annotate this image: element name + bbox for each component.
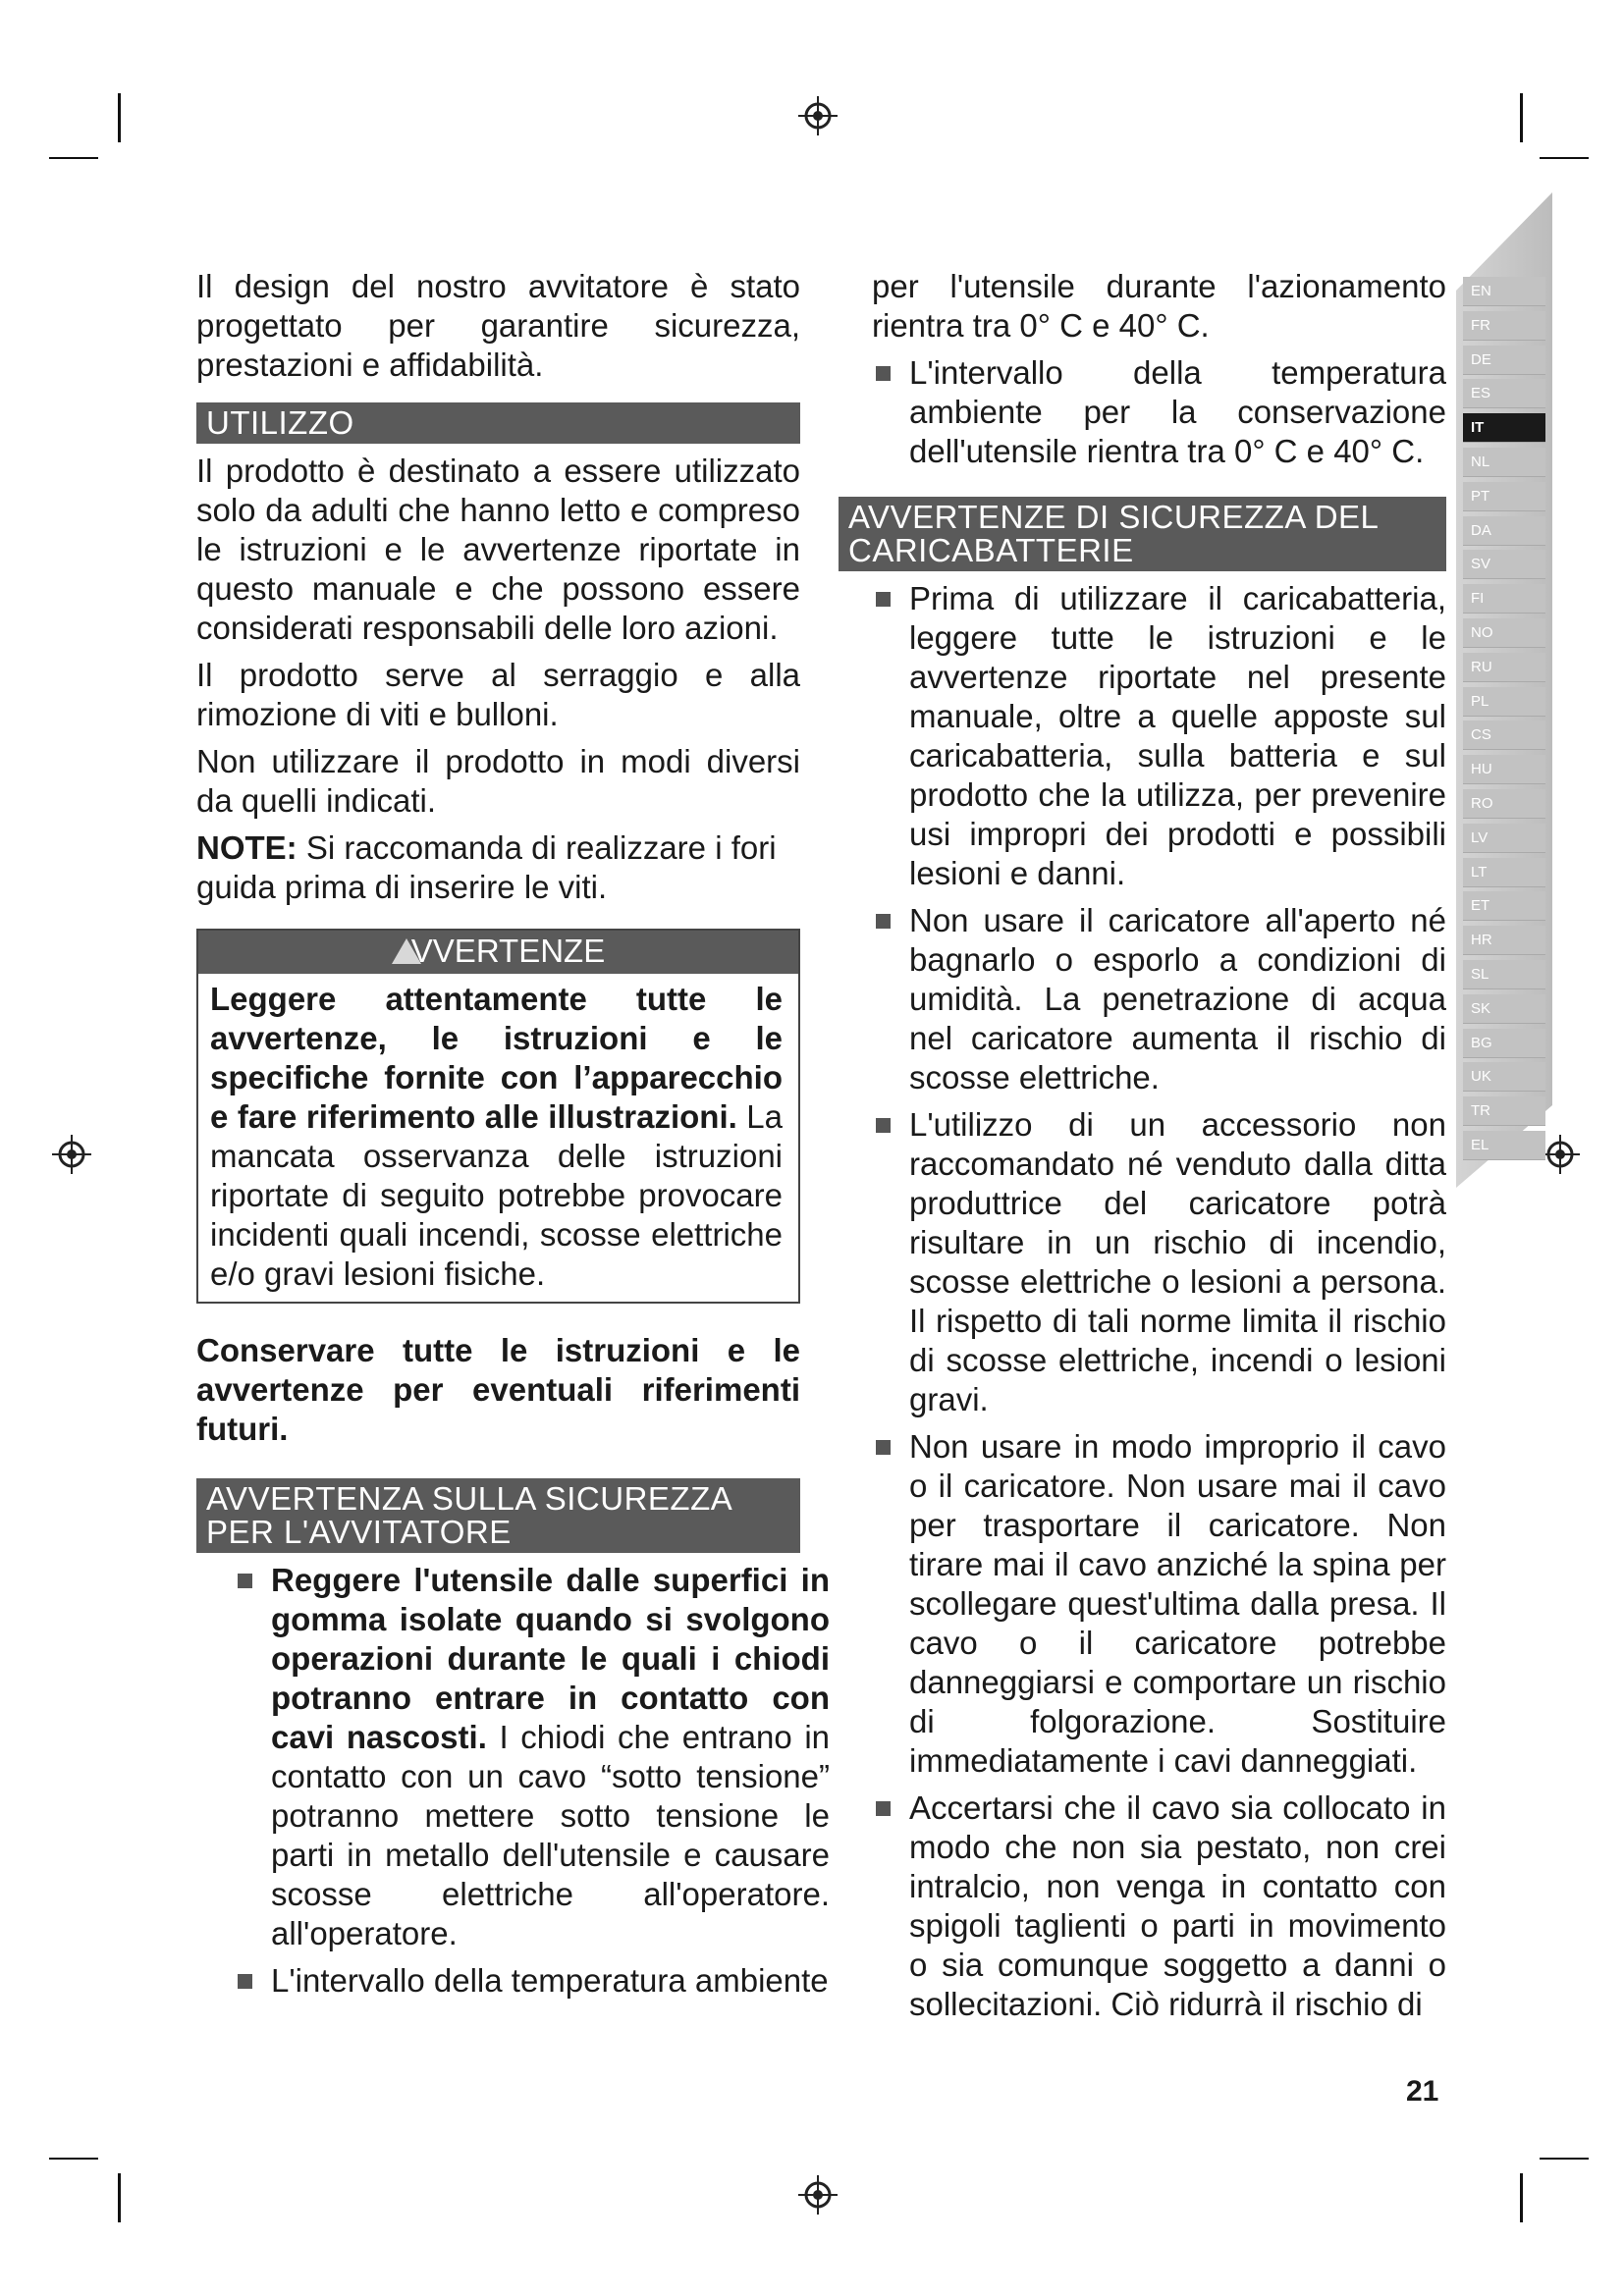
- crop-mark: [49, 2158, 98, 2160]
- language-tab-lt[interactable]: LT: [1463, 858, 1545, 887]
- crop-mark: [1520, 93, 1523, 142]
- language-tab-cs[interactable]: CS: [1463, 721, 1545, 750]
- language-tab-it[interactable]: IT: [1463, 413, 1545, 443]
- language-tab-ru[interactable]: RU: [1463, 653, 1545, 682]
- paragraph: per l'utensile durante l'azionamento rientra tra 0° C e 40° C.: [872, 268, 1446, 344]
- warning-box-title: [198, 931, 798, 974]
- bullet-text: Prima di utilizzare il caricabatteria, leggere tutte le istruzioni e le avvertenze riportate nel presente manuale, oltre a quelle apposte sul caricabatteria, sulla batteria e sul prodotto che la utilizza, per prevenire usi impropri dei prodotti e possibili lesioni e danni.: [909, 580, 1446, 891]
- bullet-item: [872, 1789, 1446, 2024]
- language-tab-es[interactable]: ES: [1463, 379, 1545, 408]
- language-tab-ro[interactable]: RO: [1463, 789, 1545, 819]
- keep-instructions: Conservare tutte le istruzioni e le avvertenze per eventuali riferimenti futuri.: [196, 1332, 800, 1447]
- bullet-text: L'utilizzo di un accessorio non raccomandato né venduto dalla ditta produttrice del caricatore potrà risultare in un rischio di incendio, scosse elettriche o lesioni a persona. Il rispetto di tali norme limita il rischio di scosse elettriche, incendi o lesioni gravi.: [909, 1106, 1446, 1417]
- paragraph: Il prodotto serve al serraggio e alla rimozione di viti e bulloni.: [196, 657, 800, 732]
- section-heading-text: PER L'AVVITATORE: [206, 1514, 512, 1550]
- bullet-text: L'intervallo della temperatura ambiente per la conservazione dell'utensile rientra tra 0° C e 40° C.: [909, 354, 1446, 469]
- bullet-item: [872, 1105, 1446, 1419]
- bullet-item: [234, 1961, 830, 2001]
- language-tab-de[interactable]: DE: [1463, 346, 1545, 375]
- crop-mark: [49, 157, 98, 159]
- warning-box-body: [198, 974, 798, 1302]
- language-tab-et[interactable]: ET: [1463, 891, 1545, 921]
- language-tab-lv[interactable]: LV: [1463, 824, 1545, 853]
- bullet-text: Accertarsi che il cavo sia collocato in modo che non sia pestato, non crei intralcio, non venga in contatto con spigoli taglienti o parti in movimento o sia comunque soggetto a danni o sollecitazioni. Ciò ridurrà il rischio di: [909, 1789, 1446, 2022]
- bullet-square-icon: [876, 1118, 891, 1133]
- crop-mark: [118, 2173, 121, 2222]
- warning-text: La mancata osservanza delle istruzioni riportate di seguito potrebbe provocare incidenti quali incendi, scosse elettriche e/o gravi lesioni fisiche.: [210, 1098, 783, 1292]
- language-tab-en[interactable]: EN: [1463, 277, 1545, 306]
- language-tab-hr[interactable]: HR: [1463, 926, 1545, 955]
- section-heading-screwdriver-safety: [196, 1478, 800, 1553]
- bullet-text: L'intervallo della temperatura ambiente: [271, 1962, 829, 1999]
- language-tab-nl[interactable]: NL: [1463, 448, 1545, 477]
- bullet-square-icon: [876, 1801, 891, 1816]
- bullet-square-icon: [876, 592, 891, 607]
- language-tab-list: [1463, 277, 1545, 1165]
- section-heading-charger-safety: [839, 497, 1446, 571]
- left-column: [196, 267, 831, 2008]
- registration-mark-icon: [50, 1133, 93, 1176]
- registration-mark-icon: [796, 94, 839, 137]
- language-tab-da[interactable]: DA: [1463, 516, 1545, 546]
- bullet-square-icon: [238, 1574, 252, 1588]
- crop-mark: [1520, 2173, 1523, 2222]
- bullet-text: I chiodi che entrano in contatto con un cavo “sotto tensione” potranno mettere sotto tensione le parti in metallo dell'utensile e causare scosse elettriche all'operatore. all'operatore.: [271, 1719, 831, 1951]
- language-tab-fi[interactable]: FI: [1463, 584, 1545, 614]
- bullet-item: [872, 1427, 1446, 1781]
- bullet-bold-text: Reggere l'utensile dalle superfici in gomma isolate quando si svolgono operazioni durante le quali i chiodi potranno entrare in contatto con cavi nascosti.: [271, 1562, 830, 1755]
- language-tab-sk[interactable]: SK: [1463, 994, 1545, 1024]
- note-paragraph: [196, 828, 800, 907]
- bullet-square-icon: [876, 366, 891, 381]
- crop-mark: [1540, 157, 1589, 159]
- bullet-item: [872, 353, 1446, 471]
- note-text: Si raccomanda di realizzare i fori guida prima di inserire le viti.: [196, 829, 777, 905]
- crop-mark: [118, 93, 121, 142]
- bullet-square-icon: [876, 914, 891, 929]
- language-tab-fr[interactable]: FR: [1463, 311, 1545, 341]
- bullet-square-icon: [238, 1974, 252, 1989]
- intro-paragraph: Il design del nostro avvitatore è stato progettato per garantire sicurezza, prestazioni e affidabilità.: [196, 268, 800, 383]
- bullet-text: Non usare il caricatore all'aperto né bagnarlo o esporlo a condizioni di umidità. La penetrazione di acqua nel caricatore aumenta il rischio di scosse elettriche.: [909, 902, 1446, 1095]
- note-label: NOTE:: [196, 829, 298, 866]
- crop-mark: [1540, 2158, 1589, 2160]
- bullet-item: [234, 1561, 830, 1953]
- bullet-text: Non usare in modo improprio il cavo o il caricatore. Non usare mai il cavo per trasportare il caricatore. Non tirare mai il cavo anziché la spina per scollegare quest'ultima dalla presa. Il cavo o il caricatore potrebbe danneggiarsi e comportare un rischio di folgorazione. Sostituire immediatamente i cavi danneggiati.: [909, 1428, 1446, 1779]
- language-tab-bg[interactable]: BG: [1463, 1029, 1545, 1058]
- warning-box: [196, 929, 800, 1304]
- warning-title-text: VVERTENZE: [410, 933, 606, 969]
- right-column: [848, 267, 1446, 2032]
- section-heading-text: AVVERTENZE DI SICUREZZA DEL: [848, 499, 1380, 535]
- bullet-item: [872, 901, 1446, 1097]
- language-tab-no[interactable]: NO: [1463, 618, 1545, 648]
- language-tab-pl[interactable]: PL: [1463, 687, 1545, 717]
- warning-bold-text: Leggere attentamente tutte le avvertenze, le istruzioni e le specifiche fornite con l’apparecchio e fare riferimento alle illustrazioni.: [210, 981, 783, 1135]
- section-heading-text: UTILIZZO: [206, 404, 354, 441]
- paragraph: Il prodotto è destinato a essere utilizzato solo da adulti che hanno letto e compreso le istruzioni e le avvertenze riportate in questo manuale e che possono essere considerati responsabili delle loro azioni.: [196, 453, 800, 646]
- section-heading-utilizzo: [196, 402, 800, 444]
- language-tab-tr[interactable]: TR: [1463, 1096, 1545, 1126]
- language-tab-sv[interactable]: SV: [1463, 550, 1545, 579]
- language-tab-el[interactable]: EL: [1463, 1131, 1545, 1160]
- registration-mark-icon: [796, 2173, 839, 2216]
- page-number: 21: [1406, 2075, 1439, 2108]
- bullet-item: [872, 579, 1446, 893]
- section-heading-text: AVVERTENZA SULLA SICUREZZA: [206, 1480, 733, 1517]
- section-heading-text: CARICABATTERIE: [848, 532, 1134, 568]
- language-tab-uk[interactable]: UK: [1463, 1062, 1545, 1092]
- bullet-square-icon: [876, 1440, 891, 1455]
- language-tab-hu[interactable]: HU: [1463, 755, 1545, 784]
- language-tab-sl[interactable]: SL: [1463, 960, 1545, 989]
- paragraph: Non utilizzare il prodotto in modi diversi da quelli indicati.: [196, 743, 800, 819]
- language-tab-pt[interactable]: PT: [1463, 482, 1545, 511]
